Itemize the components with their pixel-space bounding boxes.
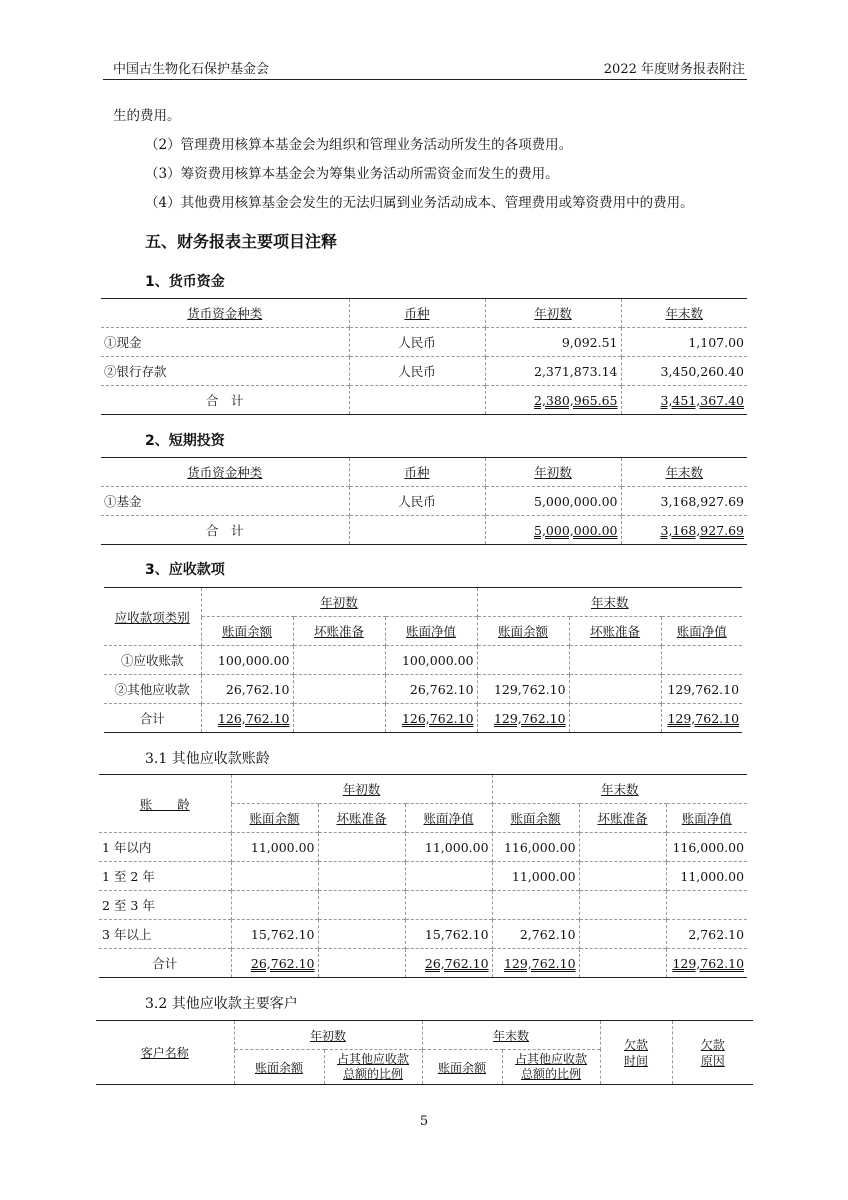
s31-total-cell bbox=[318, 949, 405, 978]
s2-cell: 5,000,000.00 bbox=[485, 487, 621, 516]
s31-cell bbox=[579, 833, 666, 862]
s31-cell: 1 至 2 年 bbox=[99, 862, 231, 891]
s31-cell: 1 年以内 bbox=[99, 833, 231, 862]
table-row bbox=[99, 833, 747, 862]
paragraph-3: （3）筹资费用核算本基金会为筹集业务活动所需资金而发生的费用。 bbox=[145, 166, 559, 182]
s1-cell bbox=[349, 386, 485, 415]
s31-cell: 116,000.00 bbox=[666, 833, 747, 862]
s2-total-begin: 5,000,000.00 bbox=[485, 516, 621, 545]
s3-total-cell: 129,762.10 bbox=[661, 704, 742, 733]
s3-cell: ①应收账款 bbox=[104, 646, 201, 675]
s3-cell bbox=[569, 646, 661, 675]
s31-subheader: 坏账准备 bbox=[318, 804, 405, 833]
s3-subheader: 账面净值 bbox=[385, 617, 477, 646]
s31-cell bbox=[405, 891, 492, 920]
table-row bbox=[99, 920, 747, 949]
s1-cell: ②银行存款 bbox=[101, 357, 349, 386]
s31-title: 3.1 其他应收款账龄 bbox=[145, 751, 270, 767]
s31-cell bbox=[318, 862, 405, 891]
s3-total-label: 合计 bbox=[104, 704, 201, 733]
s3-subheader: 账面余额 bbox=[201, 617, 293, 646]
table-row bbox=[101, 328, 747, 357]
s32-title: 3.2 其他应收款主要客户 bbox=[145, 996, 298, 1012]
page-number: 5 bbox=[419, 1114, 429, 1129]
s3-cell: 100,000.00 bbox=[201, 646, 293, 675]
s32-debt-time-header: 欠款 时间 bbox=[600, 1021, 672, 1085]
s31-cell bbox=[405, 862, 492, 891]
paragraph-1: 生的费用。 bbox=[113, 108, 181, 124]
s31-cell: 15,762.10 bbox=[231, 920, 318, 949]
s3-cell: 26,762.10 bbox=[385, 675, 477, 704]
s2-cell: 人民币 bbox=[349, 487, 485, 516]
s31-cell bbox=[231, 891, 318, 920]
s1-cell: ①现金 bbox=[101, 328, 349, 357]
table-total-row bbox=[101, 386, 747, 415]
table-row bbox=[104, 646, 742, 675]
s2-header-begin: 年初数 bbox=[485, 458, 621, 487]
s2-header-type: 货币资金种类 bbox=[101, 458, 349, 487]
s1-cell: 9,092.51 bbox=[485, 328, 621, 357]
s31-subheader: 账面余额 bbox=[231, 804, 318, 833]
table-row bbox=[99, 891, 747, 920]
s3-cell: ②其他应收款 bbox=[104, 675, 201, 704]
s31-cell bbox=[231, 862, 318, 891]
s31-subheader: 账面净值 bbox=[405, 804, 492, 833]
s3-cell bbox=[569, 675, 661, 704]
s31-cell: 116,000.00 bbox=[492, 833, 579, 862]
s32-group-begin: 年初数 bbox=[234, 1021, 422, 1050]
s31-cell: 2,762.10 bbox=[492, 920, 579, 949]
s3-subheader: 账面余额 bbox=[477, 617, 569, 646]
section-title: 五、财务报表主要项目注释 bbox=[145, 232, 338, 251]
s3-total-cell bbox=[293, 704, 385, 733]
s3-cell: 26,762.10 bbox=[201, 675, 293, 704]
s31-cell: 11,000.00 bbox=[231, 833, 318, 862]
s31-total-cell: 129,762.10 bbox=[666, 949, 747, 978]
s31-group-begin: 年初数 bbox=[231, 775, 492, 804]
s1-cell: 2,371,873.14 bbox=[485, 357, 621, 386]
s1-cell: 3,450,260.40 bbox=[621, 357, 747, 386]
s1-header-begin: 年初数 bbox=[485, 299, 621, 328]
paragraph-2: （2）管理费用核算本基金会为组织和管理业务活动所发生的各项费用。 bbox=[145, 137, 573, 153]
s2-total-label: 合 计 bbox=[101, 516, 349, 545]
header-report-title: 2022 年度财务报表附注 bbox=[603, 62, 745, 77]
s32-subheader: 占其他应收款 总额的比例 bbox=[324, 1050, 422, 1085]
s31-cell: 11,000.00 bbox=[492, 862, 579, 891]
s31-cell: 2,762.10 bbox=[666, 920, 747, 949]
s3-subheader: 坏账准备 bbox=[569, 617, 661, 646]
s31-total-label: 合计 bbox=[99, 949, 231, 978]
s31-cell bbox=[318, 833, 405, 862]
s1-total-label: 合 计 bbox=[101, 386, 349, 415]
s3-group-begin: 年初数 bbox=[201, 588, 477, 617]
s3-cell bbox=[293, 675, 385, 704]
s31-cell: 2 至 3 年 bbox=[99, 891, 231, 920]
s32-subheader: 账面余额 bbox=[422, 1050, 502, 1085]
s3-total-cell bbox=[569, 704, 661, 733]
s31-cell bbox=[579, 920, 666, 949]
s31-cell bbox=[666, 891, 747, 920]
s31-cell: 3 年以上 bbox=[99, 920, 231, 949]
s31-cell: 11,000.00 bbox=[405, 833, 492, 862]
s2-table bbox=[101, 457, 747, 545]
s3-cell bbox=[477, 646, 569, 675]
s3-cell bbox=[293, 646, 385, 675]
s31-cell bbox=[492, 891, 579, 920]
s3-cell: 129,762.10 bbox=[477, 675, 569, 704]
s31-group-end: 年末数 bbox=[492, 775, 747, 804]
s31-cell: 11,000.00 bbox=[666, 862, 747, 891]
s31-total-cell bbox=[579, 949, 666, 978]
s1-cell: 人民币 bbox=[349, 357, 485, 386]
s31-subheader: 账面净值 bbox=[666, 804, 747, 833]
table-total-row bbox=[101, 516, 747, 545]
s1-title: 1、货币资金 bbox=[145, 274, 225, 290]
s2-header-end: 年末数 bbox=[621, 458, 747, 487]
s31-cell bbox=[579, 891, 666, 920]
table-row bbox=[104, 675, 742, 704]
s31-total-cell: 26,762.10 bbox=[231, 949, 318, 978]
s3-table bbox=[104, 587, 742, 733]
s3-subheader: 坏账准备 bbox=[293, 617, 385, 646]
s1-cell: 1,107.00 bbox=[621, 328, 747, 357]
header-divider bbox=[103, 79, 747, 80]
s1-header-type: 货币资金种类 bbox=[101, 299, 349, 328]
s32-table bbox=[96, 1020, 753, 1085]
table-row bbox=[99, 862, 747, 891]
s3-title: 3、应收款项 bbox=[145, 562, 225, 578]
s31-row-header: 账 龄 bbox=[99, 775, 231, 833]
s32-group-end: 年末数 bbox=[422, 1021, 600, 1050]
header-org-name: 中国古生物化石保护基金会 bbox=[113, 62, 270, 77]
s1-total-end: 3,451,367.40 bbox=[621, 386, 747, 415]
s31-cell: 15,762.10 bbox=[405, 920, 492, 949]
s2-cell: 3,168,927.69 bbox=[621, 487, 747, 516]
s3-cell bbox=[661, 646, 742, 675]
s2-title: 2、短期投资 bbox=[145, 433, 225, 449]
s3-subheader: 账面净值 bbox=[661, 617, 742, 646]
s31-cell bbox=[579, 862, 666, 891]
s32-debt-reason-header: 欠款 原因 bbox=[672, 1021, 753, 1085]
s1-table bbox=[101, 298, 747, 415]
s2-cell bbox=[349, 516, 485, 545]
paragraph-4: （4）其他费用核算基金会发生的无法归属到业务活动成本、管理费用或筹资费用中的费用。 bbox=[145, 195, 694, 211]
s3-cell: 129,762.10 bbox=[661, 675, 742, 704]
s31-subheader: 坏账准备 bbox=[579, 804, 666, 833]
s2-cell: ①基金 bbox=[101, 487, 349, 516]
table-total-row bbox=[104, 704, 742, 733]
s31-table bbox=[99, 774, 747, 978]
s1-cell: 人民币 bbox=[349, 328, 485, 357]
s31-total-cell: 26,762.10 bbox=[405, 949, 492, 978]
table-row bbox=[101, 487, 747, 516]
s2-header-currency: 币种 bbox=[349, 458, 485, 487]
s1-total-begin: 2,380,965.65 bbox=[485, 386, 621, 415]
s3-total-cell: 129,762.10 bbox=[477, 704, 569, 733]
s31-cell bbox=[318, 920, 405, 949]
s3-total-cell: 126,762.10 bbox=[385, 704, 477, 733]
s32-subheader: 账面余额 bbox=[234, 1050, 324, 1085]
s31-cell bbox=[318, 891, 405, 920]
s31-total-cell: 129,762.10 bbox=[492, 949, 579, 978]
s3-total-cell: 126,762.10 bbox=[201, 704, 293, 733]
table-row bbox=[101, 357, 747, 386]
s32-subheader: 占其他应收款 总额的比例 bbox=[502, 1050, 600, 1085]
s3-group-end: 年末数 bbox=[477, 588, 742, 617]
s2-total-end: 3,168,927.69 bbox=[621, 516, 747, 545]
table-total-row bbox=[99, 949, 747, 978]
s31-subheader: 账面余额 bbox=[492, 804, 579, 833]
s32-row-header: 客户名称 bbox=[96, 1021, 234, 1085]
s1-header-currency: 币种 bbox=[349, 299, 485, 328]
s1-header-end: 年末数 bbox=[621, 299, 747, 328]
s3-row-header: 应收款项类别 bbox=[104, 588, 201, 646]
s3-cell: 100,000.00 bbox=[385, 646, 477, 675]
